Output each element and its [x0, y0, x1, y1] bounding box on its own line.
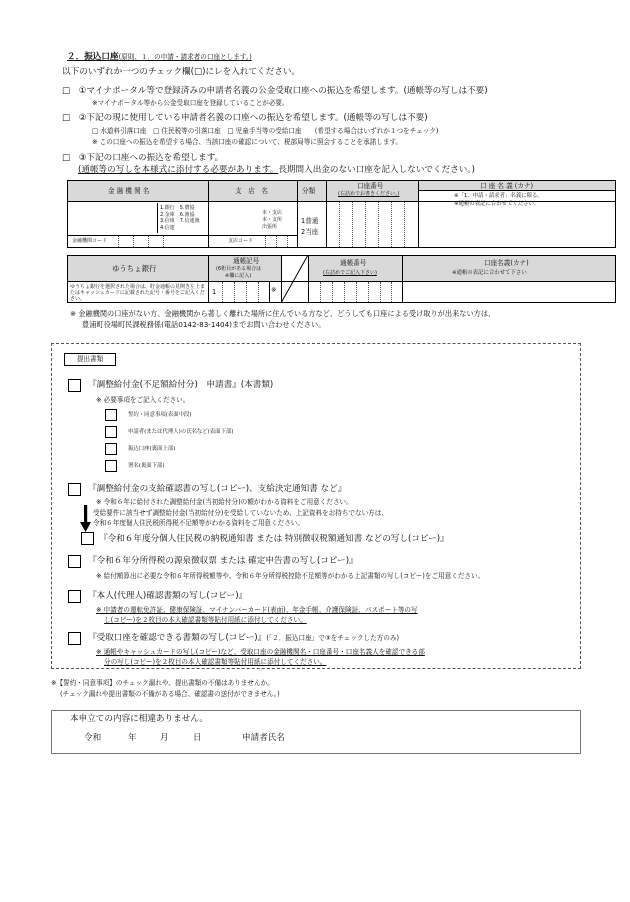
bank-code-label: 金融機関コード: [72, 238, 108, 244]
yucho-name: ゆうちょ銀行: [112, 264, 157, 273]
doc5-label: 『受取口座を確認できる書類の写し(コピー)』(「２．振込口座」で③をチェックした方のみ): [88, 633, 400, 643]
h-type: 分類: [302, 187, 316, 195]
yucho-holder-note: ※通帳の表記に合わせて下さい: [452, 270, 527, 276]
doc5-note-1: ※ 通帳やキャッシュカードの写し(コピー)など、受取口座の金融機関名・口座番号・口座名義人を確認できる部: [96, 648, 425, 656]
doc2-label: 『調整給付金の支給確認書の写し(コピー)、支給決定通知書 など』: [88, 484, 347, 494]
holder-note-1: ※「1．申請・請求者」名義に限る。: [454, 193, 543, 199]
option-2-note: ※ この口座への振込を希望する場合、当該口座の確認について、税部局等に照会することを承諾します。: [92, 138, 403, 146]
doc3-checkbox[interactable]: [68, 555, 81, 568]
day-label: 日: [193, 733, 202, 743]
section-heading: ２．振込口座(原則、１．の申請・請求者の口座とします。): [67, 52, 252, 62]
footer-note-2: (チェック漏れや提出書類の不備がある場合、確認書の送付ができません。): [60, 690, 280, 698]
era-label: 令和: [84, 733, 102, 743]
after-note-1: ※ 金融機関の口座がない方、金融機関から著しく離れた場所に住んでいる方など、どうしても口座による受け取りが出来ない方は、: [70, 309, 496, 318]
doc1-note: ※ 必要事項をご記入ください。: [96, 396, 190, 404]
h-account-sub: (右詰めでお書きください。): [338, 191, 400, 197]
docs-title: 提出書類: [64, 353, 116, 366]
doc1-item-checkbox[interactable]: [105, 426, 117, 438]
yucho-kigo: 通帳記号: [233, 257, 260, 265]
doc2-note-3: 令和６年度個人住民税所得税不足額等がわかる資料をご用意ください。: [93, 519, 304, 527]
yucho-diagonal: [281, 255, 309, 303]
doc4-label: 『本人(代理人)確認書類の写し(コピー)』: [88, 591, 248, 601]
yucho-asterisk: ※: [271, 286, 277, 294]
doc4-note-2: し(コピー)を２枚目の本人確認書類等貼付用紙に添付してください。: [104, 616, 307, 624]
confirm-text: 本申立ての内容に相違ありません。: [70, 714, 209, 724]
branch-kinds: 本・支店 本・支所 出張所: [262, 210, 283, 230]
h-account: 口座番号: [357, 182, 384, 190]
doc4-note-1: ※ 申請者の運転免許証、健康保険証、マイナンバーカード(表面)、年金手帳、介護保険証、パスポート等の写: [96, 606, 418, 614]
down-arrow-icon: [80, 505, 92, 533]
bank-kinds: 1.銀行 5.農協 2.金庫 6.漁協 3.信組 7.信連漁 4.信連: [160, 205, 200, 231]
yucho-left-note: ゆうちょ銀行を選択された場合は、貯金通帳の見開き左上またはキャッシュカードに記載された記号・番号をご記入ください。: [70, 284, 206, 303]
instruction-text: 以下のいずれか一つのチェック欄(□)にレを入れてください。: [62, 67, 301, 77]
doc1-item-checkbox[interactable]: [105, 460, 117, 472]
month-label: 月: [160, 733, 169, 743]
doc5-note-2: 分の写し(コピー)を２枚目の本人確認書類等貼付用紙に添付してください。: [104, 658, 327, 666]
option-2-sub[interactable]: □ 水道料引落口座 □ 住民税等の引落口座 □ 児童手当等の受給口座 (希望する場合はいずれか１つをチェック): [92, 127, 439, 135]
doc1-item-1: 誓約・同意事項(表面中段): [128, 412, 192, 418]
yucho-num-sub: (右詰めでご記入下さい): [323, 270, 377, 276]
doc3-label: 『令和６年分所得税の源泉徴収票 または 確定申告書の写し(コピー)』: [88, 556, 358, 566]
doc2-note-1: ※ 令和６年に給付された調整給付金(当初給付分)の額がわかる資料をご用意ください。: [96, 498, 353, 506]
yucho-num: 通帳番号: [340, 259, 367, 267]
doc2b-label: 『令和６年度分個人住民税の納税通知書 または 特別徴収税額通知書 などの写し(コピー)』: [99, 534, 449, 544]
doc2b-checkbox[interactable]: [81, 532, 94, 545]
doc1-item-checkbox[interactable]: [105, 443, 117, 455]
option-2[interactable]: □ ②下記の現に使用している申請者名義の口座への振込を希望します。(通帳等の写しは不要): [62, 113, 428, 123]
doc2-note-2: 受給要件に該当せず調整給付金(当初給付分)を受給していないため、上記資料をお持ちでない方は、: [93, 509, 388, 517]
holder-note-2: ※通帳の表記に合わせてください。: [454, 201, 540, 207]
option-3-note: (通帳等の写しを本様式に添付する必要があります。長期間入出金のない口座を記入しないでください。): [78, 165, 476, 175]
h-bank: 金 融 機 関 名: [108, 187, 150, 195]
doc1-checkbox[interactable]: [68, 379, 81, 392]
yucho-holder: 口座名義(カナ): [484, 259, 529, 267]
yucho-kigo-sub1: (6桁目がある場合は: [216, 266, 262, 272]
doc2-checkbox[interactable]: [68, 483, 81, 496]
h-holder: 口 座 名 義 (カナ): [480, 182, 534, 190]
yucho-kigo-sub2: ※欄に記入): [225, 273, 252, 279]
option-1-note: ※マイナポータル等から公金受取口座を登録していることが必要。: [92, 99, 289, 107]
doc4-checkbox[interactable]: [68, 590, 81, 603]
option-1[interactable]: □ ①マイナポータル等で登録済みの申請者名義の公金受取口座への振込を希望します。(通帳等の写しは不要): [62, 86, 488, 96]
account-types[interactable]: 1普通 2当座: [301, 217, 319, 236]
yucho-digit-one: 1: [212, 288, 217, 296]
footer-note-1: ※【誓約・同意事項】のチェック漏れや、提出書類の不備はありませんか。: [51, 679, 274, 687]
doc1-item-4: 署名(裏面下部): [128, 463, 165, 469]
signer-label: 申請者氏名: [242, 733, 285, 743]
doc5-checkbox[interactable]: [68, 632, 81, 645]
doc3-note: ※ 給付額算出に必要な令和６年所得税額等や、令和６年分所得税控除不足額等がわかる上記書類の写し(コピー)をご用意ください。: [96, 572, 485, 580]
doc1-item-3: 振込口座(裏面上部): [128, 446, 176, 452]
branch-code-label: 支店コード: [228, 238, 254, 244]
option-3[interactable]: □ ③下記の口座への振込を希望します。: [62, 153, 224, 163]
doc1-item-checkbox[interactable]: [105, 409, 117, 421]
doc1-item-2: 申請者(または代理人)の氏名など(表面下部): [128, 429, 234, 435]
h-branch: 支 店 名: [235, 187, 268, 195]
doc1-label: 『調整給付金(不足額給付分) 申請書』(本書類): [88, 380, 274, 390]
after-note-2: 豊浦町役場町民課税務係(電話0142-83-1404)までお問い合わせください。: [82, 320, 326, 329]
year-label: 年: [128, 733, 137, 743]
